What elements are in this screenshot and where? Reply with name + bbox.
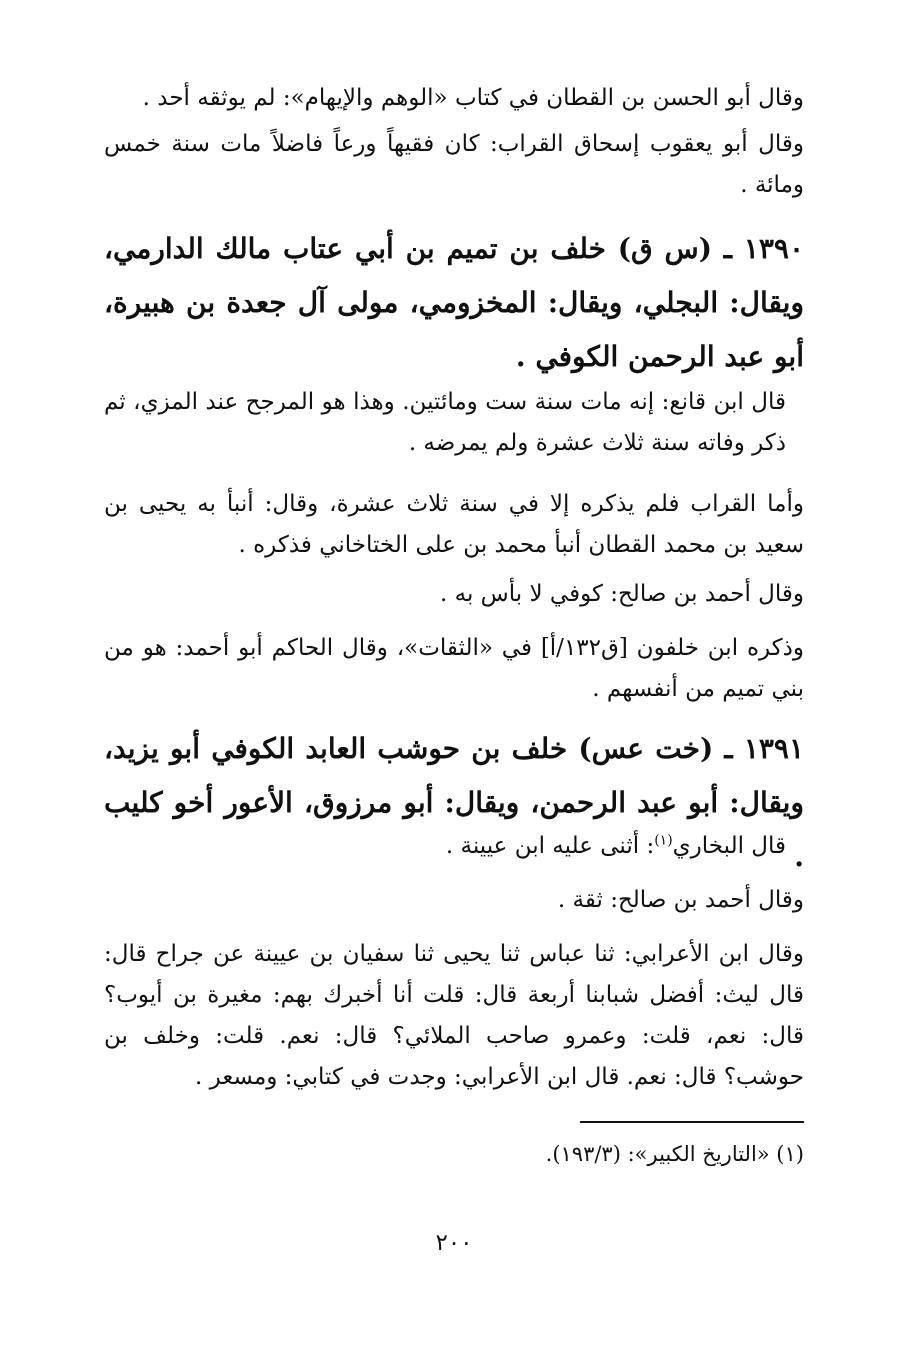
- paragraph-bukhari: [104, 826, 786, 867]
- paragraph-ibn-khalfun: وذكره ابن خلفون [ق١٣٢/أ] في «الثقات»، وقال الحاكم أبو أحمد: هو من بني تميم من أنفسهم .: [104, 635, 804, 702]
- paragraph-ahmad-bin-salih-2: وقال أحمد بن صالح: ثقة .: [557, 887, 804, 913]
- paragraph-ibn-qani: قال ابن قانع: إنه مات سنة ست ومائتين. وهذا هو المرجح عند المزي، ثم ذكر وفاته سنة ثلاث عشرة ولم يمرضه .: [104, 389, 786, 456]
- footnote: (١) «التاريخ الكبير»: (١٩٣/٣).: [545, 1142, 804, 1166]
- footnote-divider: [580, 1121, 804, 1123]
- paragraph-ahmad-bin-salih-1: وقال أحمد بن صالح: كوفي لا بأس به .: [440, 581, 804, 607]
- entry-heading-1391: ١٣٩١ ـ (خت عس) خلف بن حوشب العابد الكوفي أبو يزيد، ويقال: أبو عبد الرحمن، ويقال: أبو مرزوق، الأعور أخو كليب .: [104, 732, 804, 873]
- paragraph-ibn-al-arabi: وقال ابن الأعرابي: ثنا عباس ثنا يحيى ثنا سفيان بن عيينة عن جراح قال: قال ليث: أفضل شبابنا أربعة قال: قلت أنا أخبرك بهم: مغيرة بن أيوب؟ قال: نعم، قلت: وعمرو صاحب الملائي؟ قال: نعم. قلت: وخلف بن حوشب؟ قال: نعم. قال ابن الأعرابي: وجدت في كتابي: ومسعر .: [104, 941, 804, 1090]
- footnote-reference: (١): [654, 832, 673, 849]
- paragraph-ibn-al-qattan: وقال أبو الحسن بن القطان في كتاب «الوهم والإيهام»: لم يوثقه أحد .: [142, 85, 804, 111]
- page-number: ٢٠٠: [435, 1230, 473, 1256]
- bukhari-quote: : أثنى عليه ابن عيينة .: [445, 833, 655, 859]
- paragraph-al-qarrab: وقال أبو يعقوب إسحاق القراب: كان فقيهاً ورعاً فاضلاً مات سنة خمس ومائة .: [104, 131, 804, 198]
- paragraph-al-qarrab-1390: وأما القراب فلم يذكره إلا في سنة ثلاث عشرة، وقال: أنبأ به يحيى بن سعيد بن محمد القطان أنبأ محمد بن على الختاخاني فذكره .: [104, 491, 804, 558]
- bukhari-text: قال البخاري: [672, 833, 786, 859]
- entry-heading-1390: ١٣٩٠ ـ (س ق) خلف بن تميم بن أبي عتاب مالك الدارمي، ويقال: البجلي، ويقال: المخزومي، مولى آل جعدة بن هبيرة، أبو عبد الرحمن الكوفي .: [104, 232, 804, 373]
